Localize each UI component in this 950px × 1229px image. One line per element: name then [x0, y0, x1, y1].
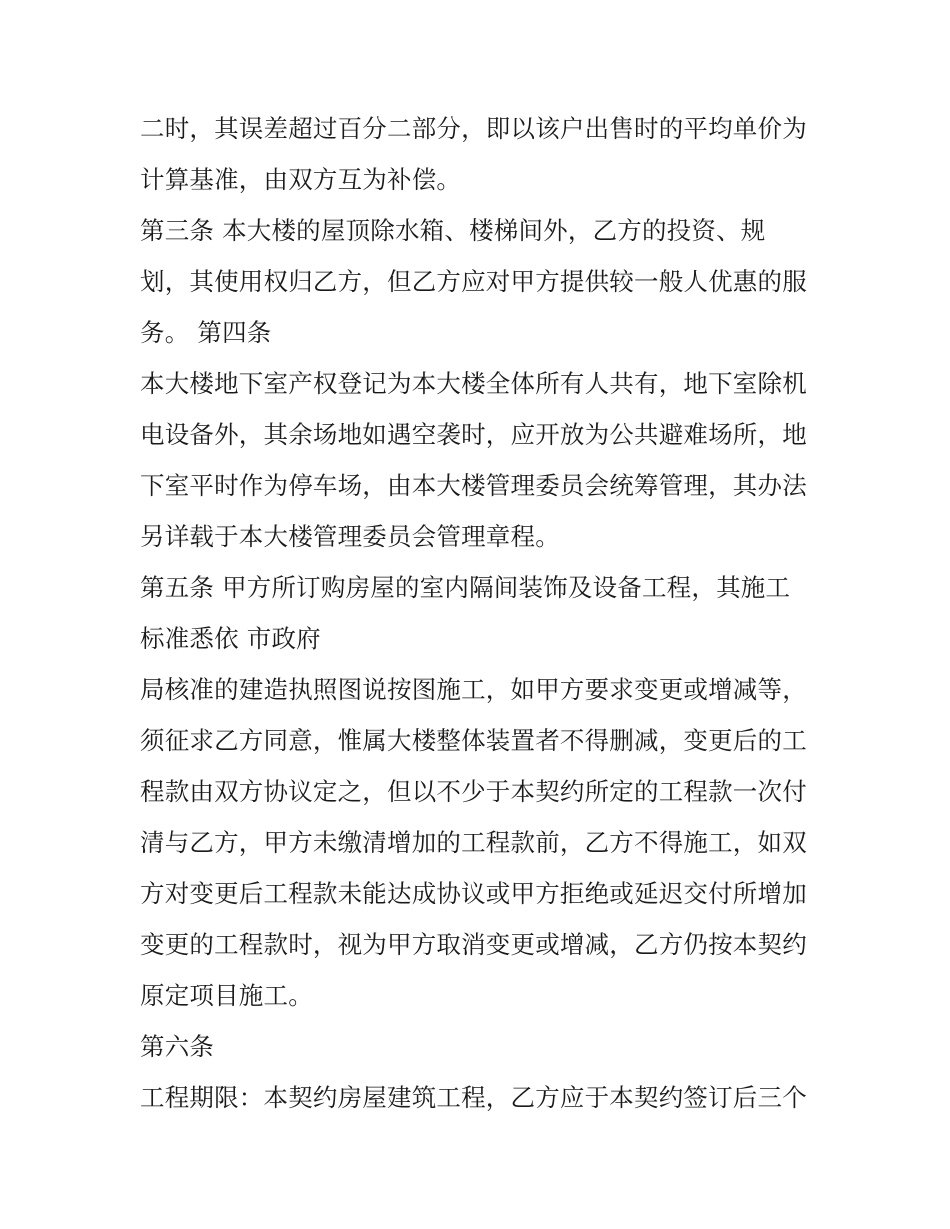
text-line: 第六条	[140, 1032, 215, 1061]
text-line: 清与乙方，甲方未缴清增加的工程款前，乙方不得施工，如双	[140, 828, 807, 857]
text-line: 工程期限：本契约房屋建筑工程，乙方应于本契约签订后三个	[140, 1083, 807, 1112]
text-line: 须征求乙方同意，惟属大楼整体装置者不得删减，变更后的工	[140, 726, 807, 755]
text-line: 二时，其误差超过百分二部分，即以该户出售时的平均单价为	[140, 114, 807, 143]
text-line: 计算基准，由双方互为补偿。	[140, 165, 462, 194]
text-line: 方对变更后工程款未能达成协议或甲方拒绝或延迟交付所增加	[140, 879, 807, 908]
text-line: 本大楼地下室产权登记为本大楼全体所有人共有，地下室除机	[140, 369, 807, 398]
text-line: 程款由双方协议定之，但以不少于本契约所定的工程款一次付	[140, 777, 807, 806]
text-line: 变更的工程款时，视为甲方取消变更或增减，乙方仍按本契约	[140, 930, 807, 959]
text-line: 划，其使用权归乙方，但乙方应对甲方提供较一般人优惠的服	[140, 267, 807, 296]
text-line: 原定项目施工。	[140, 981, 313, 1010]
text-line: 另详载于本大楼管理委员会管理章程。	[140, 522, 560, 551]
text-line: 务。 第四条	[140, 318, 272, 347]
text-line: 电设备外，其余场地如遇空袭时，应开放为公共避难场所，地	[140, 420, 807, 449]
text-line: 下室平时作为停车场，由本大楼管理委员会统筹管理，其办法	[140, 471, 807, 500]
text-line: 第五条 甲方所订购房屋的室内隔间装饰及设备工程，其施工	[140, 573, 791, 602]
text-line: 第三条 本大楼的屋顶除水箱、楼梯间外，乙方的投资、规	[140, 216, 766, 245]
text-line: 标准悉依 市政府	[140, 624, 321, 653]
text-line: 局核准的建造执照图说按图施工，如甲方要求变更或增减等，	[140, 675, 807, 704]
